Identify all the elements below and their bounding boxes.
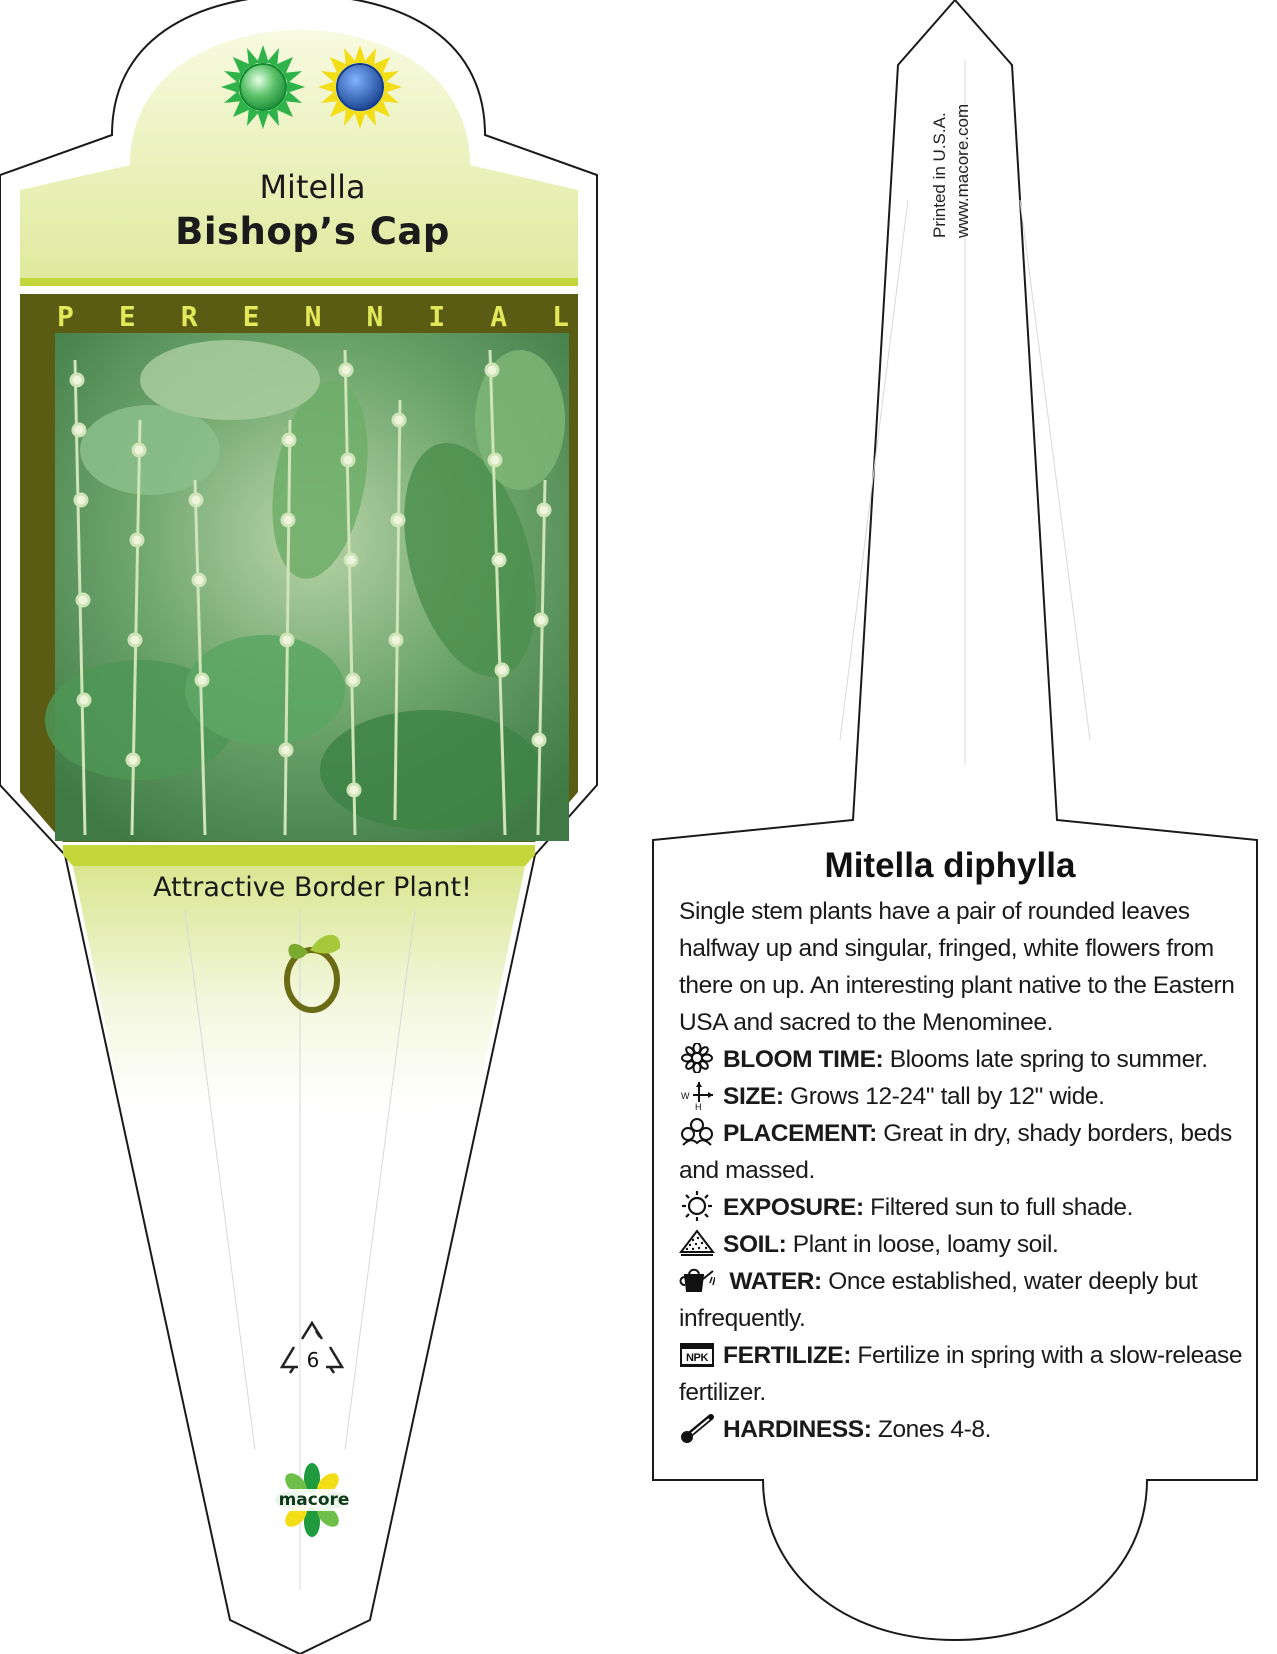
category-letter: R (180, 300, 198, 333)
plant-description: Single stem plants have a pair of rounded leaves halfway up and singular, fringed, white flowers from there on up. An interesting plant native to the Eastern USA and sacred to the Menominee. (679, 898, 1235, 1036)
category-letter: N (366, 300, 384, 333)
flower-icon (679, 1043, 719, 1073)
sun-outline-icon (679, 1191, 719, 1221)
tagline-band (63, 845, 535, 866)
care-size (679, 1078, 1264, 1115)
thermometer-icon (679, 1413, 719, 1443)
npk-icon (679, 1339, 719, 1369)
care-label: SOIL: (723, 1231, 787, 1258)
header-band (20, 278, 578, 286)
care-text: Blooms late spring to summer. (883, 1046, 1208, 1073)
print-note (928, 58, 974, 238)
size-arrows-icon (679, 1080, 719, 1110)
watering-can-icon (679, 1265, 719, 1295)
category-letter: I (428, 300, 446, 333)
care-label: FERTILIZE: (723, 1342, 852, 1369)
botanical-name: Mitella diphylla (824, 846, 1076, 885)
care-text: Plant in loose, loamy soil. (786, 1231, 1059, 1258)
plant-common-name: Bishop’s Cap (175, 210, 450, 253)
print-website: www.macore.com (953, 103, 972, 238)
care-fertilize (679, 1337, 1264, 1411)
care-hardiness (679, 1411, 1264, 1448)
plant-tagline: Attractive Border Plant! (153, 872, 472, 903)
category-letter: E (118, 300, 136, 333)
care-label: WATER: (723, 1268, 822, 1295)
plant-genus: Mitella (259, 168, 366, 206)
plant-group-icon (679, 1117, 719, 1147)
care-text: Zones 4-8. (871, 1416, 991, 1443)
care-label: SIZE: (723, 1083, 784, 1110)
care-label: HARDINESS: (723, 1416, 872, 1443)
recycle-code: 6 (306, 1348, 320, 1372)
care-exposure (679, 1189, 1264, 1226)
care-label: BLOOM TIME: (723, 1046, 884, 1073)
category-letter: A (490, 300, 508, 333)
care-placement (679, 1115, 1264, 1189)
care-text: Great in dry, shady borders, beds and massed. (679, 1120, 1232, 1184)
category-letter: N (304, 300, 322, 333)
brand-name: macore (278, 1490, 350, 1510)
care-text: Filtered sun to full shade. (863, 1194, 1134, 1221)
plant-category (57, 300, 569, 333)
care-info (679, 893, 1264, 1448)
care-label: PLACEMENT: (723, 1120, 877, 1147)
part-shade-sun-icon (221, 45, 305, 129)
care-bloom-time (679, 1041, 1264, 1078)
print-origin: Printed in U.S.A. (930, 112, 949, 238)
care-soil (679, 1226, 1264, 1263)
category-letter: E (242, 300, 260, 333)
size-icon-w: W (681, 1091, 690, 1101)
npk-label: NPK (685, 1352, 709, 1364)
size-icon-h: H (695, 1102, 702, 1110)
category-letter: L (552, 300, 569, 333)
full-shade-sun-icon (318, 45, 402, 129)
care-water (679, 1263, 1264, 1337)
care-text: Once established, water deeply but infrequently. (679, 1268, 1198, 1332)
care-text: Fertilize in spring with a slow-release fertilizer. (679, 1342, 1243, 1406)
care-text: Grows 12-24" tall by 12" wide. (783, 1083, 1105, 1110)
category-letter: P (57, 300, 74, 333)
care-label: EXPOSURE: (723, 1194, 864, 1221)
soil-pile-icon (679, 1228, 719, 1258)
